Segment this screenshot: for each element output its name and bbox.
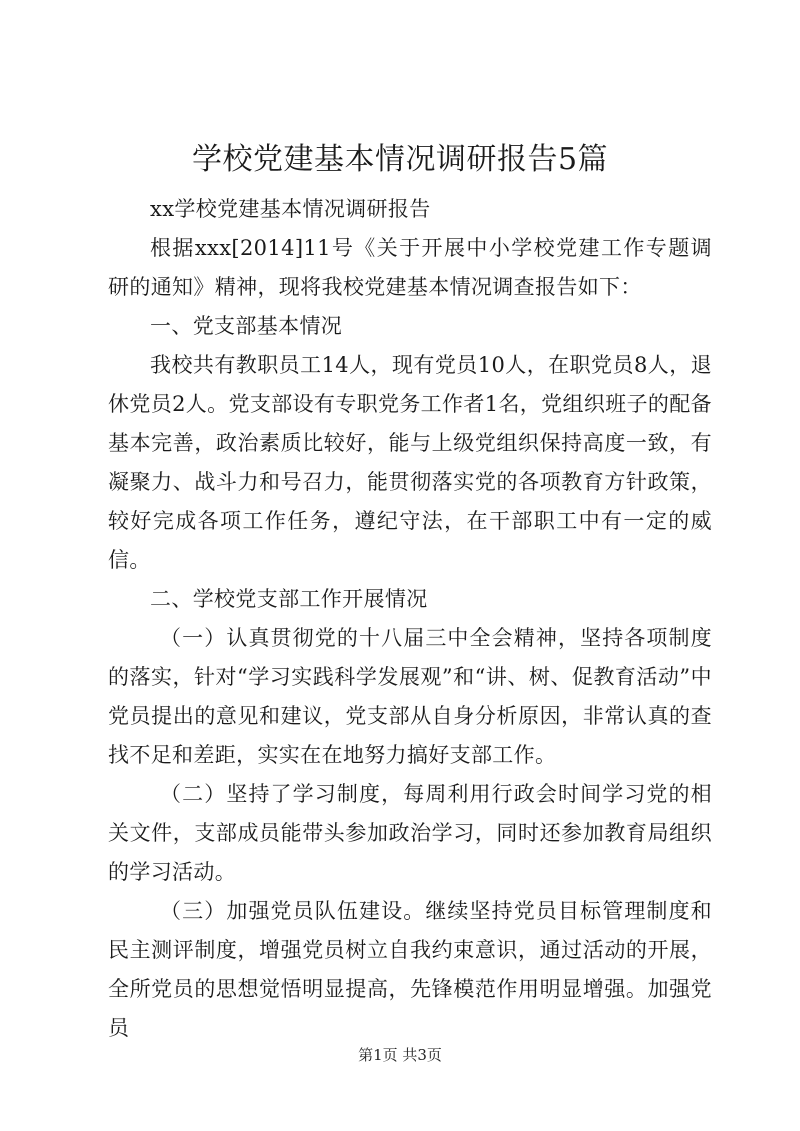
subsection-1-paragraph: （一）认真贯彻党的十八届三中全会精神，坚持各项制度的落实，针对“学习实践科学发展观”和“讲、树、促教育活动”中党员提出的意见和建议，党支部从自身分析原因，非常认真的查找不足和差距，实实在在地努力搞好支部工作。 <box>108 626 712 767</box>
page-number-footer: 第1页 共3页 <box>358 1046 442 1064</box>
intro-paragraph: 根据xxx[2014]11号《关于开展中小学校党建工作专题调研的通知》精神，现将我校党建基本情况调查报告如下： <box>108 236 712 299</box>
section-1-paragraph: 我校共有教职员工14人，现有党员10人，在职党员8人，退休党员2人。党支部设有专职党务工作者1名，党组织班子的配备基本完善，政治素质比较好，能与上级党组织保持高度一致，有凝聚力、战斗力和号召力，能贯彻落实党的各项教育方针政策，较好完成各项工作任务，遵纪守法，在干部职工中有一定的威信。 <box>108 353 712 572</box>
section-heading-2: 二、学校党支部工作开展情况 <box>150 587 428 611</box>
subsection-3-paragraph: （三）加强党员队伍建设。继续坚持党员目标管理制度和民主测评制度，增强党员树立自我约束意识，通过活动的开展，全所党员的思想觉悟明显提高，先锋模范作用明显增强。加强党员 <box>108 899 712 1040</box>
document-body <box>108 190 712 1048</box>
subsection-2-paragraph: （二）坚持了学习制度，每周利用行政会时间学习党的相关文件，支部成员能带头参加政治学习，同时还参加教育局组织的学习活动。 <box>108 782 712 884</box>
subtitle-paragraph: xx学校党建基本情况调研报告 <box>150 197 431 221</box>
document-title: 学校党建基本情况调研报告5篇 <box>191 142 609 177</box>
section-heading-1: 一、党支部基本情况 <box>150 314 343 338</box>
